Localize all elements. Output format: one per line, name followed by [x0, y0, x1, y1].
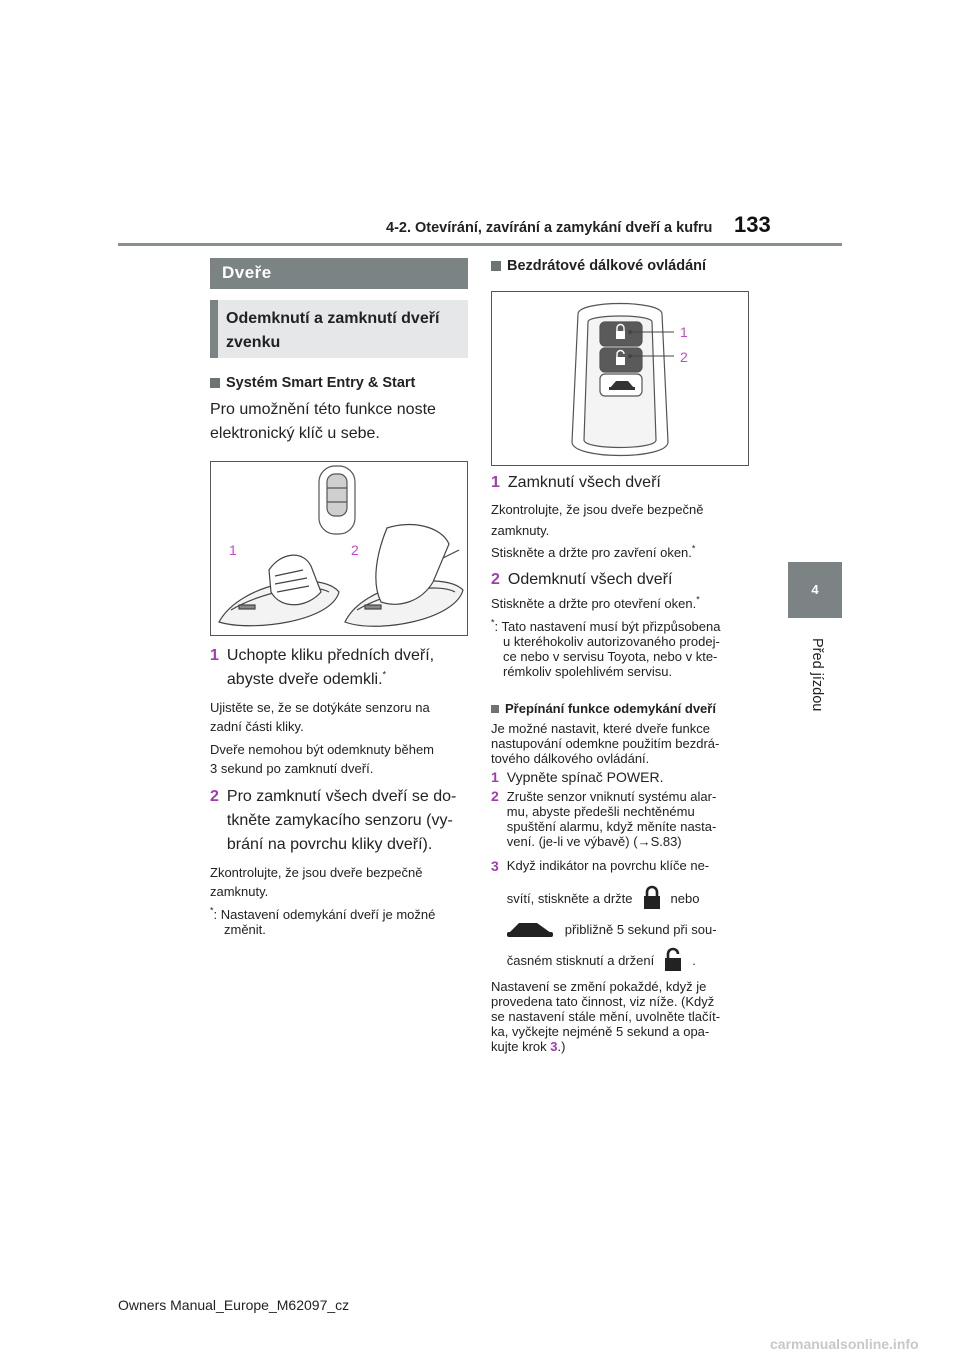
remote-key-illustration [492, 292, 748, 465]
chapter-tab: 4 [788, 562, 842, 618]
section-title: 4-2. Otevírání, zavírání a zamykání dveří a kufru [386, 220, 713, 236]
footnote-mark: * [491, 617, 495, 628]
right-door-handle-icon [345, 525, 463, 627]
step-number-1: 1 [491, 474, 500, 491]
chapter-tab-label: Před jízdou [809, 638, 825, 712]
note-line: Stiskněte a držte pro zavření oken. [491, 545, 692, 560]
step-1-line-1: Uchopte kliku předních dveří, [226, 647, 435, 664]
watermark: carmanualsonline.info [770, 1336, 919, 1352]
section-heading-text: Bezdrátové dálkové ovládání [507, 258, 707, 274]
step-line: . [692, 952, 696, 968]
note-line: zamknuty. [491, 523, 550, 538]
step-1-note-2 [491, 543, 749, 562]
page-reference-link[interactable]: S.83) [650, 834, 682, 849]
note-line: Dveře nemohou být odemknuty během [210, 742, 435, 757]
footnote-line-1: : Nastavení odemykání dveří je možné [213, 907, 436, 922]
outro-line: Nastavení se změní pokaždé, když je [491, 979, 707, 994]
intro-line-1: Pro umožnění této funkce noste [210, 401, 436, 418]
step-line: vení. (je-li ve výbavě) ( [506, 834, 638, 849]
subtitle-line-2: zvenku [226, 334, 281, 351]
section-heading-text: Přepínání funkce odemykání dveří [505, 701, 716, 716]
step-2-note [491, 594, 749, 613]
figure-label-2: 2 [680, 349, 688, 365]
note-line: Ujistěte se, že se dotýkáte senzoru na [210, 700, 430, 715]
step-number-2: 2 [491, 571, 500, 588]
footnote-mark: * [382, 669, 387, 680]
step-line: mu, abyste předešli nechtěnému [506, 804, 695, 819]
note-line: zamknuty. [210, 884, 269, 899]
subtitle-bar [210, 300, 468, 358]
step-line: spuštění alarmu, když měníte nasta- [506, 819, 717, 834]
step-2-lock-sensor [210, 785, 468, 857]
switch-step-2 [491, 789, 749, 849]
footnote-line-2: u kteréhokoliv autorizovaného prodej- [503, 634, 720, 649]
figure-label-1: 1 [680, 324, 688, 340]
step-line: nebo [670, 890, 700, 906]
step-number-2: 2 [210, 788, 219, 805]
switch-outro [491, 979, 749, 1054]
square-bullet-icon [491, 705, 499, 713]
left-footnote [210, 907, 468, 937]
note-line: Zkontrolujte, že jsou dveře bezpečně [210, 865, 423, 880]
remote-key-figure [491, 291, 749, 466]
right-column [491, 258, 749, 1054]
step-number-1: 1 [491, 769, 499, 785]
step-1-lock-all [491, 471, 749, 495]
intro-line-2: elektronický klíč u sebe. [210, 425, 380, 442]
step-number-2: 2 [491, 788, 499, 804]
note-line: zadní části kliky. [210, 719, 304, 734]
page-number: 133 [734, 212, 771, 237]
lock-icon [641, 885, 663, 911]
intro-paragraph [210, 398, 468, 446]
footnote-mark: * [696, 594, 700, 605]
callout-dot [628, 330, 632, 334]
unlock-icon [662, 947, 684, 973]
footnote-line-2: změnit. [224, 922, 266, 937]
step-1-text: Zamknutí všech dveří [507, 474, 661, 491]
note-line: Stiskněte a držte pro otevření oken. [491, 596, 697, 611]
header-rule [118, 243, 842, 246]
note-line: 3 sekund po zamknutí dveří. [210, 761, 374, 776]
step-1-grab-handle [210, 644, 468, 692]
key-fob-icon [572, 304, 668, 456]
section-heading-text: Systém Smart Entry & Start [226, 375, 416, 391]
outro-line: se nastavení stále mění, uvolněte tlačít- [491, 1009, 721, 1024]
main-title: Dveře [210, 258, 468, 289]
footnote-line-1: : Tato nastavení musí být přizpůsobena [494, 619, 721, 634]
step-1-note-1 [491, 499, 749, 541]
arrow-icon: → [637, 834, 651, 849]
step-2-line-1: Pro zamknutí všech dveří se do- [226, 788, 457, 805]
section-heading-wireless [491, 258, 749, 274]
footnote-mark: * [691, 543, 696, 554]
switch-step-1-text: Vypněte spínač POWER. [506, 769, 664, 785]
step-line: svítí, stiskněte a držte [506, 890, 633, 906]
door-handle-figure [210, 461, 468, 636]
step-line: přibližně 5 sekund při sou- [564, 921, 717, 937]
footnote-line-3: ce nebo v servisu Toyota, nebo v kte- [503, 649, 718, 664]
intro-line: Je možné nastavit, které dveře funkce [491, 721, 710, 736]
step-3-line-2 [507, 885, 717, 911]
subtitle-line-1: Odemknutí a zamknutí dveří [226, 310, 440, 327]
right-footnote [491, 619, 749, 679]
footer-text: Owners Manual_Europe_M62097_cz [118, 1297, 350, 1313]
figure-label-1: 1 [229, 542, 237, 558]
key-fob-icon [319, 466, 355, 534]
section-heading-smart-entry [210, 375, 468, 391]
step-2-line-3: brání na povrchu kliky dveří). [226, 836, 433, 853]
step-3-line-4 [507, 947, 717, 973]
outro-line: .) [557, 1039, 566, 1054]
step-line: časném stisknutí a držení [506, 952, 655, 968]
switch-intro [491, 721, 749, 766]
step-number-1: 1 [210, 647, 219, 664]
step-2-unlock-all [491, 568, 749, 592]
outro-line: ka, vyčkejte nejméně 5 sekund a opa- [491, 1024, 710, 1039]
step-2-line-2: tkněte zamykacího senzoru (vy- [226, 812, 453, 829]
intro-line: tového dálkového ovládání. [491, 751, 650, 766]
switch-step-1 [491, 769, 749, 786]
step-number-3: 3 [491, 858, 499, 874]
left-door-handle-icon [219, 555, 339, 626]
trunk-icon [507, 919, 553, 939]
step-3-line-3 [507, 919, 717, 939]
section-heading-switch-unlock [491, 701, 749, 716]
figure-label-2: 2 [351, 542, 359, 558]
step-1-line-2: abyste dveře odemkli. [226, 671, 383, 688]
left-column [210, 258, 468, 937]
footnote-line-4: rémkoliv spolehlivém servisu. [503, 664, 673, 679]
step-2-text: Odemknutí všech dveří [507, 571, 673, 588]
step-line: Zrušte senzor vniknutí systému alar- [506, 789, 717, 804]
step-1-note-1 [210, 698, 468, 736]
step-line: Když indikátor na povrchu klíče ne- [506, 858, 710, 873]
step-number-3: 3 [550, 1039, 558, 1054]
square-bullet-icon [210, 378, 220, 388]
outro-line: provedena tato činnost, viz níže. (Když [491, 994, 715, 1009]
door-handle-illustration [211, 462, 467, 635]
intro-line: nastupování odemkne použitím bezdrá- [491, 736, 720, 751]
callout-dot [628, 354, 632, 358]
note-line: Zkontrolujte, že jsou dveře bezpečně [491, 502, 704, 517]
outro-line: kujte krok [491, 1039, 547, 1054]
step-2-note [210, 863, 468, 901]
step-1-note-2 [210, 740, 468, 778]
square-bullet-icon [491, 261, 501, 271]
switch-step-3 [491, 858, 749, 973]
footnote-mark: * [210, 905, 214, 916]
